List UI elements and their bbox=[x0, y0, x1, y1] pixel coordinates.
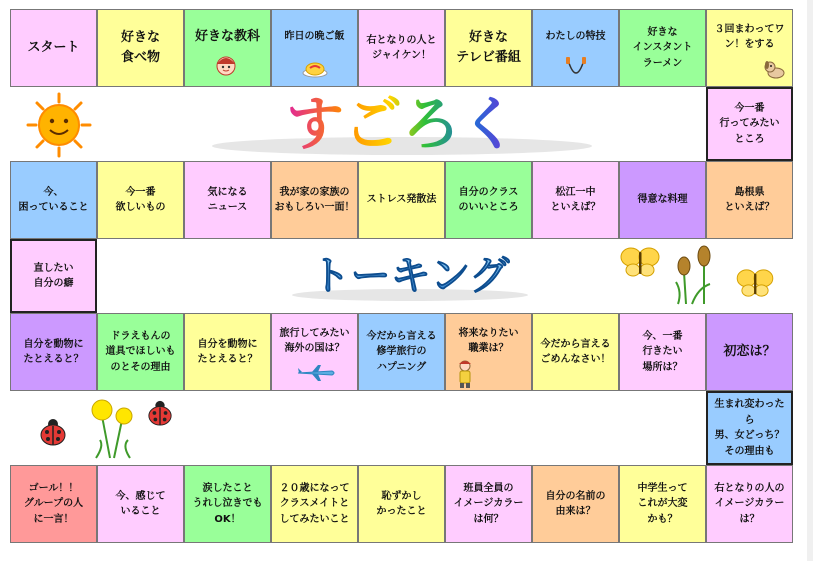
square-label: ゴール！！ グループの人 に一言！ bbox=[23, 482, 84, 525]
board-square[interactable] bbox=[445, 9, 532, 87]
board-square[interactable] bbox=[445, 465, 532, 543]
omelette-rice-icon bbox=[302, 58, 328, 84]
sun-icon bbox=[26, 92, 92, 162]
square-label: 好きな教科 bbox=[194, 28, 260, 44]
board-square[interactable] bbox=[184, 313, 271, 391]
svg-text:トーキング: トーキング bbox=[310, 253, 510, 299]
title-main bbox=[205, 88, 600, 158]
square-label: 自分の名前の 由来は？ bbox=[545, 490, 606, 517]
board-square[interactable] bbox=[619, 161, 706, 239]
square-label: ２０歳になって クラスメイトと してみたいこと bbox=[279, 482, 350, 525]
board-square[interactable] bbox=[706, 465, 793, 543]
board-square[interactable] bbox=[97, 9, 184, 87]
square-label: 将来なりたい 職業は？ bbox=[458, 327, 519, 354]
square-label: 今だから言える 修学旅行の ハプニング bbox=[366, 330, 437, 373]
board-square[interactable] bbox=[97, 313, 184, 391]
square-label: 涙したこと うれし泣きでも OK！ bbox=[192, 482, 263, 525]
board-square[interactable] bbox=[184, 161, 271, 239]
board-square[interactable] bbox=[271, 313, 358, 391]
board-square[interactable] bbox=[358, 161, 445, 239]
square-label: 右となりの人と ジャイケン！ bbox=[366, 34, 437, 61]
board-square[interactable] bbox=[706, 161, 793, 239]
board-square[interactable] bbox=[445, 313, 532, 391]
square-label: 今、 困っていること bbox=[18, 186, 89, 213]
board-square[interactable] bbox=[358, 465, 445, 543]
scrollbar[interactable] bbox=[807, 0, 813, 561]
square-label: ドラえもんの 道具でほしいも のとその理由 bbox=[105, 330, 176, 373]
jump-rope-icon bbox=[563, 56, 589, 87]
square-label: ３回まわってワ ン！をする bbox=[714, 23, 785, 50]
board-square[interactable] bbox=[619, 313, 706, 391]
square-label: 気になる ニュース bbox=[207, 186, 248, 213]
cattail-icon bbox=[672, 244, 722, 310]
board-square[interactable] bbox=[10, 313, 97, 391]
board-square[interactable] bbox=[358, 313, 445, 391]
dandelion-icon bbox=[86, 396, 142, 466]
butterfly-icon bbox=[736, 268, 774, 302]
svg-text:すごろく: すごろく bbox=[285, 90, 519, 158]
board-square[interactable] bbox=[10, 465, 97, 543]
square-label: 好きな インスタント ラーメン bbox=[632, 26, 693, 69]
square-label: 自分を動物に たとえると？ bbox=[197, 338, 258, 365]
square-label: スタート bbox=[27, 39, 80, 55]
square-label: 直したい 自分の癖 bbox=[33, 262, 74, 289]
square-label: 今、感じて いること bbox=[115, 490, 166, 517]
square-label: 島根県 といえば？ bbox=[724, 186, 775, 213]
board-square[interactable] bbox=[10, 161, 97, 239]
square-label: 今、一番 行きたい 場所は？ bbox=[642, 330, 683, 373]
square-label: 自分を動物に たとえると？ bbox=[23, 338, 84, 365]
board-square[interactable] bbox=[532, 9, 619, 87]
firefighter-icon bbox=[454, 358, 476, 391]
board-square[interactable] bbox=[706, 9, 793, 87]
board-square[interactable] bbox=[271, 161, 358, 239]
title-sub bbox=[285, 245, 535, 303]
board-square[interactable] bbox=[706, 313, 793, 391]
board-square[interactable] bbox=[97, 465, 184, 543]
board-square[interactable] bbox=[184, 9, 271, 87]
square-label: 今一番 欲しいもの bbox=[115, 186, 166, 213]
square-label: 今一番 行ってみたい ところ bbox=[719, 102, 780, 145]
board-square[interactable] bbox=[97, 161, 184, 239]
square-label: 旅行してみたい 海外の国は？ bbox=[279, 327, 350, 354]
board-square[interactable] bbox=[706, 391, 793, 465]
square-label: わたしの特技 bbox=[545, 31, 606, 43]
butterfly-icon bbox=[620, 246, 660, 282]
square-label: 初恋は？ bbox=[723, 343, 776, 359]
board-square[interactable] bbox=[271, 9, 358, 87]
board-square[interactable] bbox=[619, 465, 706, 543]
square-label: 中学生って これが大変 かも？ bbox=[637, 482, 688, 525]
board-square[interactable] bbox=[445, 161, 532, 239]
board-square[interactable] bbox=[532, 313, 619, 391]
square-label: 恥ずかし かったこと bbox=[376, 490, 427, 517]
ladybug-icon bbox=[38, 418, 68, 450]
square-label: ストレス発散法 bbox=[366, 194, 437, 206]
square-label: 得意な料理 bbox=[637, 194, 688, 206]
board-square[interactable] bbox=[532, 465, 619, 543]
board-square[interactable] bbox=[10, 9, 97, 87]
board-square[interactable] bbox=[271, 465, 358, 543]
ladybug-icon bbox=[146, 400, 174, 430]
board-square[interactable] bbox=[184, 465, 271, 543]
square-label: 好きな テレビ番組 bbox=[456, 29, 521, 65]
board-square[interactable] bbox=[619, 9, 706, 87]
board-square[interactable] bbox=[532, 161, 619, 239]
square-label: 松江一中 といえば？ bbox=[550, 186, 601, 213]
square-label: 今だから言える ごめんなさい！ bbox=[540, 338, 611, 365]
board-square[interactable] bbox=[10, 239, 97, 313]
square-label: 生まれ変わったら 男、女どっち？ その理由も bbox=[714, 399, 785, 457]
girl-face-icon bbox=[215, 54, 237, 83]
square-label: 好きな 食べ物 bbox=[120, 29, 160, 65]
airplane-icon bbox=[296, 364, 336, 388]
square-label: 班員全員の イメージカラー は何？ bbox=[453, 482, 524, 525]
square-label: 右となりの人の イメージカラー は？ bbox=[714, 482, 785, 525]
dog-icon bbox=[763, 58, 787, 86]
square-label: 自分のクラス のいいところ bbox=[458, 186, 519, 213]
square-label: 昨日の晩ご飯 bbox=[284, 31, 345, 43]
board-square[interactable] bbox=[358, 9, 445, 87]
square-label: 我が家の家族の おもしろい一面！ bbox=[274, 186, 355, 213]
board-square[interactable] bbox=[706, 87, 793, 161]
